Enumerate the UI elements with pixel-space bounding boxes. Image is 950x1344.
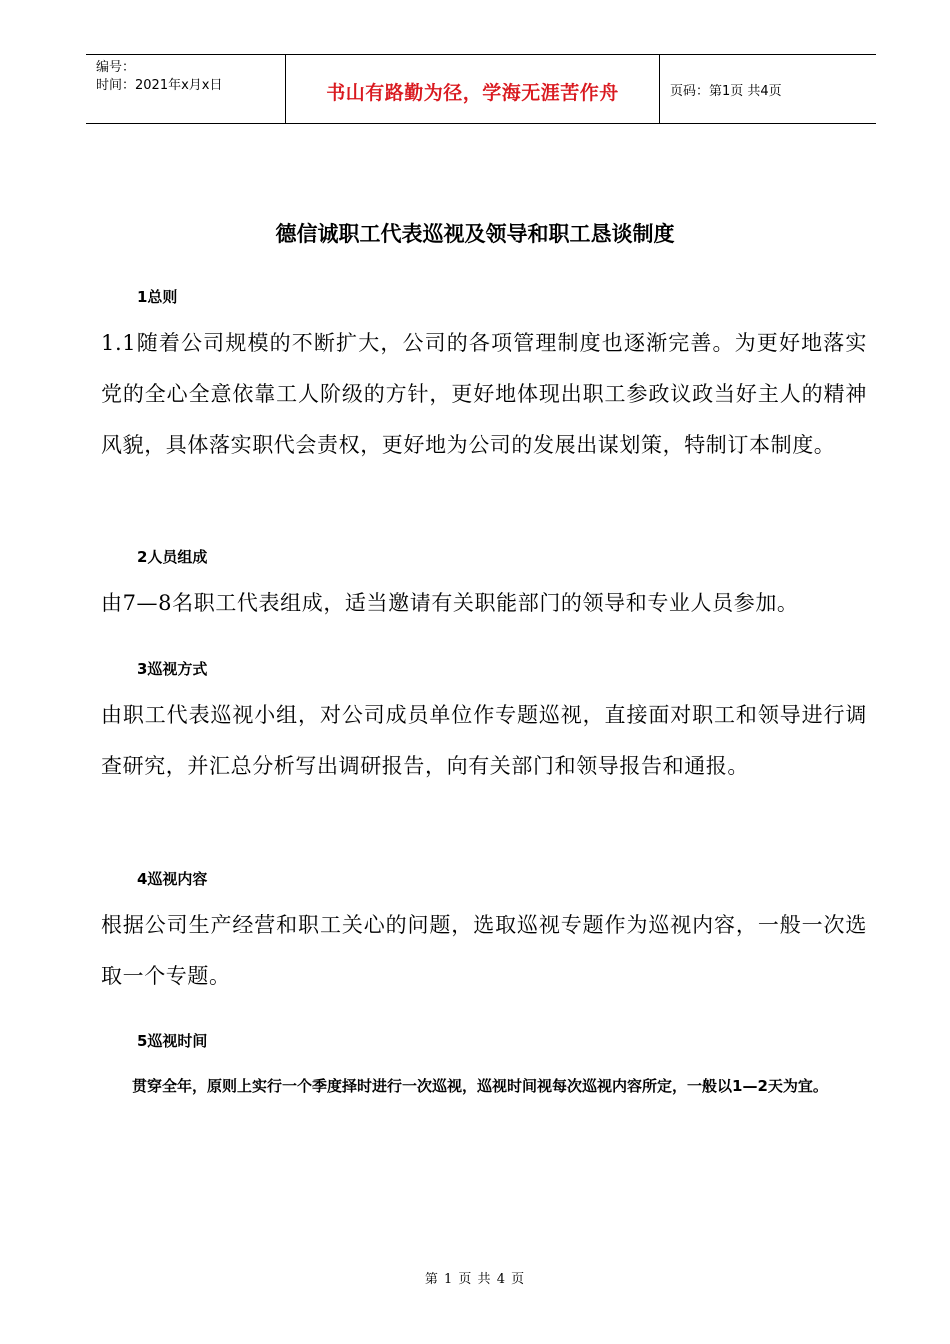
section-body-3: 由职工代表巡视小组，对公司成员单位作专题巡视，直接面对职工和领导进行调查研究，并汇总分析写出调研报告，向有关部门和领导报告和通报。: [101, 703, 867, 778]
section-body-1: 1.1随着公司规模的不断扩大，公司的各项管理制度也逐渐完善。为更好地落实党的全心全意依靠工人阶级的方针，更好地体现出职工参政议政当好主人的精神风貌，具体落实职代会责权，更好地为公司的发展出谋划策，特制订本制度。: [101, 331, 867, 457]
time-label: 时间：2021年x月x日: [96, 78, 223, 93]
section-body-5: 贯穿全年，原则上实行一个季度择时进行一次巡视，巡视时间视每次巡视内容所定，一般以1—2天为宜。: [132, 1077, 828, 1095]
page-footer: 第 1 页 共 4 页: [424, 1272, 526, 1287]
page-info: 页码：第1页 共4页: [670, 83, 782, 99]
section-body-4: 根据公司生产经营和职工关心的问题，选取巡视专题作为巡视内容，一般一次选取一个专题。: [101, 913, 867, 988]
number-label: 编号：: [96, 60, 136, 75]
section-heading-3: 3巡视方式: [137, 660, 208, 678]
section-heading-1: 1总则: [137, 288, 178, 306]
section-body-2: 由7—8名职工代表组成，适当邀请有关职能部门的领导和专业人员参加。: [101, 591, 799, 615]
header-meta: [86, 55, 286, 123]
section-heading-4: 4巡视内容: [137, 870, 208, 888]
document-title: 德信诚职工代表巡视及领导和职工恳谈制度: [275, 222, 675, 246]
header-page-cell: [660, 55, 876, 123]
section-heading-5: 5巡视时间: [137, 1032, 208, 1050]
motto-text: 书山有路勤为径，学海无涯苦作舟: [326, 81, 619, 104]
header-motto-cell: [286, 55, 660, 123]
document-header: [86, 54, 876, 124]
section-heading-2: 2人员组成: [137, 548, 208, 566]
